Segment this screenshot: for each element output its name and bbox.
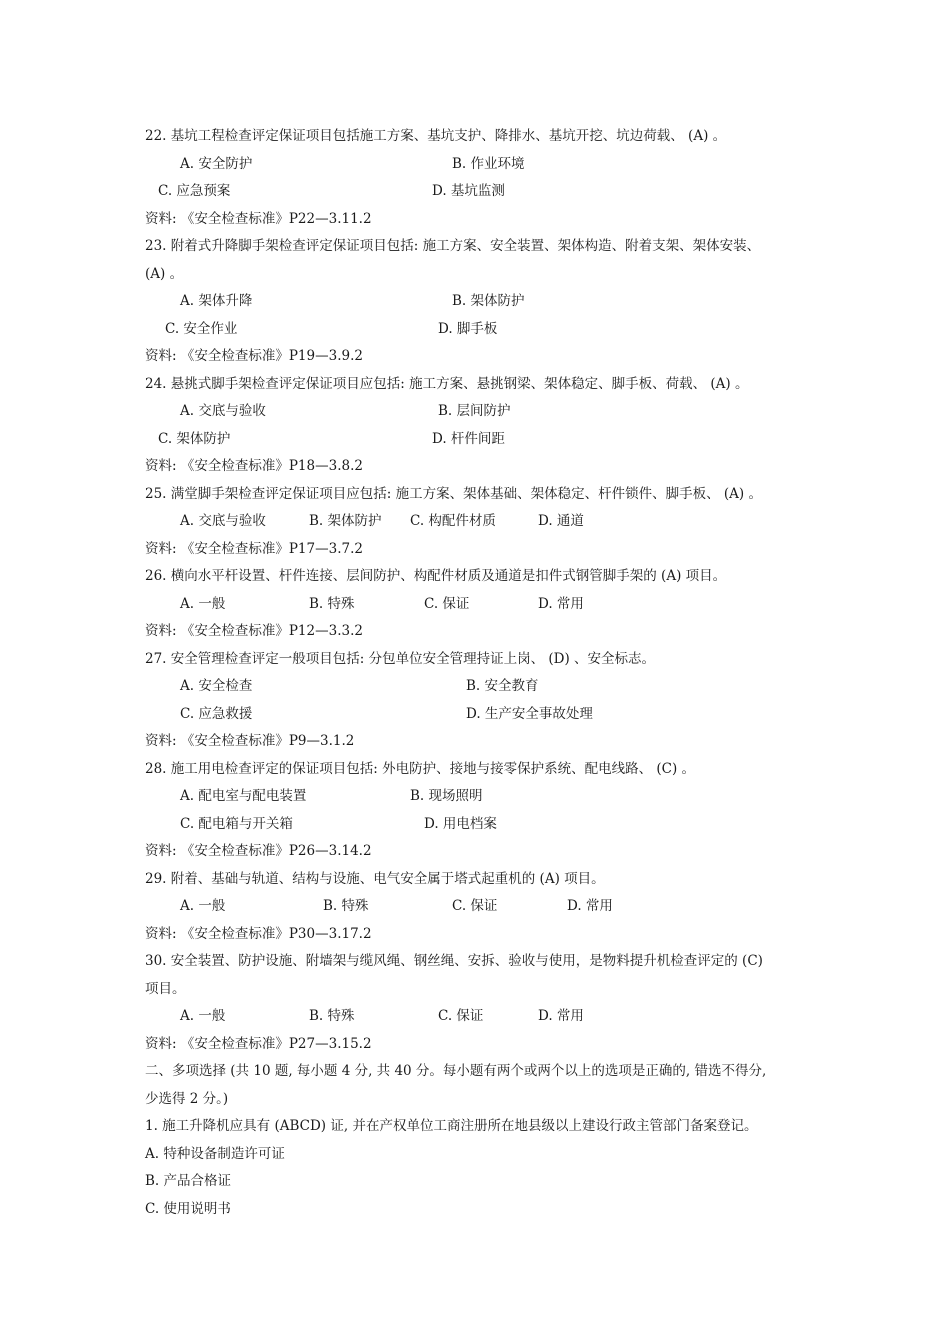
section-2-heading: 二、多项选择 (共 10 题, 每小题 4 分, 共 40 分。每小题有两个或两个以上的选项是正确的, 错选不得分, (145, 1063, 767, 1079)
question-22-option-d: D. 基坑监测 (432, 183, 505, 199)
question-23-option-a: A. 架体升降 (180, 293, 253, 309)
question-22-option-b: B. 作业环境 (452, 156, 525, 172)
question-22-option-c: C. 应急预案 (158, 183, 231, 199)
question-26-option-d: D. 常用 (538, 596, 584, 612)
question-22-reference: 资料: 《安全检查标准》P22—3.11.2 (145, 211, 372, 227)
question-29-stem: 29. 附着、基础与轨道、结构与设施、电气安全属于塔式起重机的 (A) 项目。 (145, 871, 605, 887)
question-30-option-d: D. 常用 (538, 1008, 584, 1024)
question-28-option-b: B. 现场照明 (410, 788, 483, 804)
question-24-option-b: B. 层间防护 (438, 403, 511, 419)
multi-question-1-option-a: A. 特种设备制造许可证 (145, 1146, 285, 1162)
section-2-heading-continued: 少选得 2 分。) (145, 1091, 229, 1107)
question-23-reference: 资料: 《安全检查标准》P19—3.9.2 (145, 348, 363, 364)
question-25-stem: 25. 满堂脚手架检查评定保证项目应包括: 施工方案、架体基础、架体稳定、杆件锁件、脚手板、 (A) 。 (145, 486, 762, 502)
question-24-option-d: D. 杆件间距 (432, 431, 505, 447)
question-30-option-a: A. 一般 (180, 1008, 226, 1024)
question-28-stem: 28. 施工用电检查评定的保证项目包括: 外电防护、接地与接零保护系统、配电线路、 (C) 。 (145, 761, 696, 777)
question-24-option-a: A. 交底与验收 (180, 403, 266, 419)
question-22-option-a: A. 安全防护 (180, 156, 253, 172)
question-23-stem: 23. 附着式升降脚手架检查评定保证项目包括: 施工方案、安全装置、架体构造、附着支架、架体安装、 (145, 238, 761, 254)
multi-question-1-option-c: C. 使用说明书 (145, 1201, 231, 1217)
question-26-option-b: B. 特殊 (309, 596, 355, 612)
question-26-stem: 26. 横向水平杆设置、杆件连接、层间防护、构配件材质及通道是扣件式钢管脚手架的 (A) 项目。 (145, 568, 727, 584)
question-25-option-a: A. 交底与验收 (180, 513, 266, 529)
question-25-option-d: D. 通道 (538, 513, 584, 529)
question-28-option-a: A. 配电室与配电装置 (180, 788, 307, 804)
question-29-option-d: D. 常用 (567, 898, 613, 914)
question-26-option-c: C. 保证 (424, 596, 470, 612)
question-29-option-c: C. 保证 (452, 898, 498, 914)
question-26-option-a: A. 一般 (180, 596, 226, 612)
question-27-stem: 27. 安全管理检查评定一般项目包括: 分包单位安全管理持证上岗、 (D) 、安全标志。 (145, 651, 656, 667)
question-30-stem-continued: 项目。 (145, 981, 186, 997)
question-25-reference: 资料: 《安全检查标准》P17—3.7.2 (145, 541, 363, 557)
question-29-reference: 资料: 《安全检查标准》P30—3.17.2 (145, 926, 372, 942)
question-23-option-d: D. 脚手板 (438, 321, 498, 337)
question-27-reference: 资料: 《安全检查标准》P9—3.1.2 (145, 733, 355, 749)
question-26-reference: 资料: 《安全检查标准》P12—3.3.2 (145, 623, 363, 639)
question-30-stem: 30. 安全装置、防护设施、附墙架与缆风绳、钢丝绳、安拆、验收与使用，是物料提升机检查评定的 (C) (145, 953, 763, 969)
question-23-option-c: C. 安全作业 (165, 321, 238, 337)
question-30-option-c: C. 保证 (438, 1008, 484, 1024)
question-27-option-d: D. 生产安全事故处理 (466, 706, 593, 722)
question-25-option-b: B. 架体防护 (309, 513, 382, 529)
question-24-stem: 24. 悬挑式脚手架检查评定保证项目应包括: 施工方案、悬挑钢梁、架体稳定、脚手板、荷载、 (A) 。 (145, 376, 749, 392)
multi-question-1-option-b: B. 产品合格证 (145, 1173, 232, 1189)
question-28-option-d: D. 用电档案 (424, 816, 497, 832)
question-22-stem: 22. 基坑工程检查评定保证项目包括施工方案、基坑支护、降排水、基坑开挖、坑边荷载、 (A) 。 (145, 128, 727, 144)
question-23-option-b: B. 架体防护 (452, 293, 525, 309)
question-27-option-b: B. 安全教育 (466, 678, 539, 694)
question-27-option-a: A. 安全检查 (180, 678, 253, 694)
question-30-reference: 资料: 《安全检查标准》P27—3.15.2 (145, 1036, 372, 1052)
question-24-reference: 资料: 《安全检查标准》P18—3.8.2 (145, 458, 363, 474)
question-23-stem-continued: (A) 。 (145, 266, 184, 282)
question-27-option-c: C. 应急救援 (180, 706, 253, 722)
question-30-option-b: B. 特殊 (309, 1008, 355, 1024)
multi-question-1-stem: 1. 施工升降机应具有 (ABCD) 证, 并在产权单位工商注册所在地县级以上建设行政主管部门备案登记。 (145, 1118, 758, 1134)
question-29-option-a: A. 一般 (180, 898, 226, 914)
question-25-option-c: C. 构配件材质 (410, 513, 496, 529)
question-28-option-c: C. 配电箱与开关箱 (180, 816, 293, 832)
question-29-option-b: B. 特殊 (323, 898, 369, 914)
question-24-option-c: C. 架体防护 (158, 431, 231, 447)
question-28-reference: 资料: 《安全检查标准》P26—3.14.2 (145, 843, 372, 859)
